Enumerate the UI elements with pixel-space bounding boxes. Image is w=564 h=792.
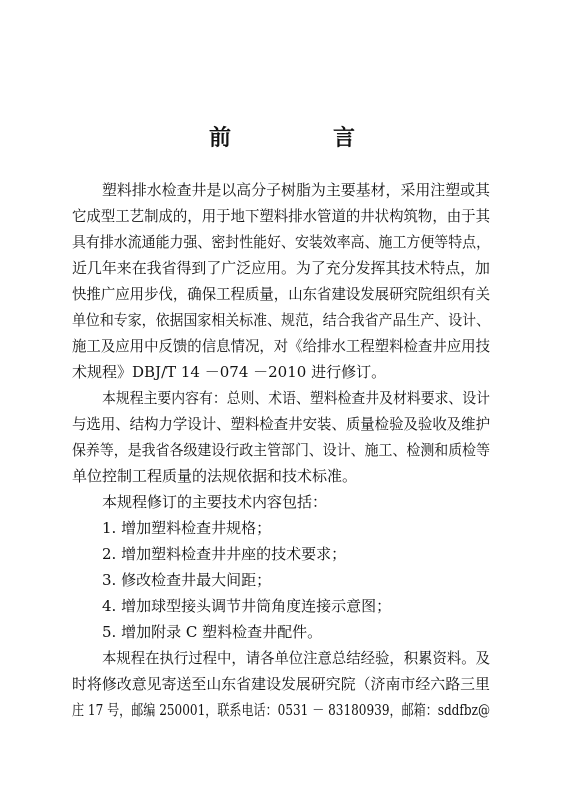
text-line: 快推广应用步伐，确保工程质量，山东省建设发展研究院组织有关 bbox=[72, 285, 491, 303]
text-line: 2. 增加塑料检查井井座的技术要求； bbox=[102, 545, 347, 563]
text-line: 本规程修订的主要技术内容包括： bbox=[102, 493, 328, 511]
text-line: 单位和专家，依据国家相关标准、规范，结合我省产品生产、设计、 bbox=[72, 311, 491, 329]
text-line: 本规程在执行过程中，请各单位注意总结经验，积累资料。及 bbox=[102, 649, 491, 667]
text-line: 施工及应用中反馈的信息情况，对《给排水工程塑料检查井应用技 bbox=[72, 337, 491, 355]
text-line: 具有排水流通能力强、密封性能好、安装效率高、施工方便等特点， bbox=[72, 233, 491, 251]
text-line: 庄 17 号，邮编 250001，联系电话：0531 － 83180939，邮箱：sddfbz@ bbox=[72, 701, 491, 719]
text-line: 5. 增加附录 C 塑料检查井配件。 bbox=[102, 623, 323, 641]
text-line: 它成型工艺制成的，用于地下塑料排水管道的井状构筑物，由于其 bbox=[72, 207, 491, 225]
text-line: 保养等，是我省各级建设行政主管部门、设计、施工、检测和质检等 bbox=[72, 441, 491, 459]
text-line: 术规程》DBJ/T 14 －074 －2010 进行修订。 bbox=[72, 363, 387, 381]
text-line: 3. 修改检查井最大间距； bbox=[102, 571, 272, 589]
text-line: 本规程主要内容有：总则、术语、塑料检查井及材料要求、设计 bbox=[102, 389, 491, 407]
text-line: 单位控制工程质量的法规依据和技术标准。 bbox=[72, 467, 358, 485]
text-line: 塑料排水检查井是以高分子树脂为主要基材，采用注塑或其 bbox=[102, 181, 490, 199]
page-title: 前 言 bbox=[208, 125, 395, 151]
preface-body bbox=[72, 177, 490, 723]
text-line: 时将修改意见寄送至山东省建设发展研究院（济南市经六路三里 bbox=[72, 675, 490, 693]
text-line: 与选用、结构力学设计、塑料检查井安装、质量检验及验收及维护 bbox=[72, 415, 491, 433]
text-line: 1. 增加塑料检查井规格； bbox=[102, 519, 272, 537]
text-line: 4. 增加球型接头调节井筒角度连接示意图； bbox=[102, 597, 392, 615]
text-line: 近几年来在我省得到了广泛应用。为了充分发挥其技术特点，加 bbox=[72, 259, 490, 277]
